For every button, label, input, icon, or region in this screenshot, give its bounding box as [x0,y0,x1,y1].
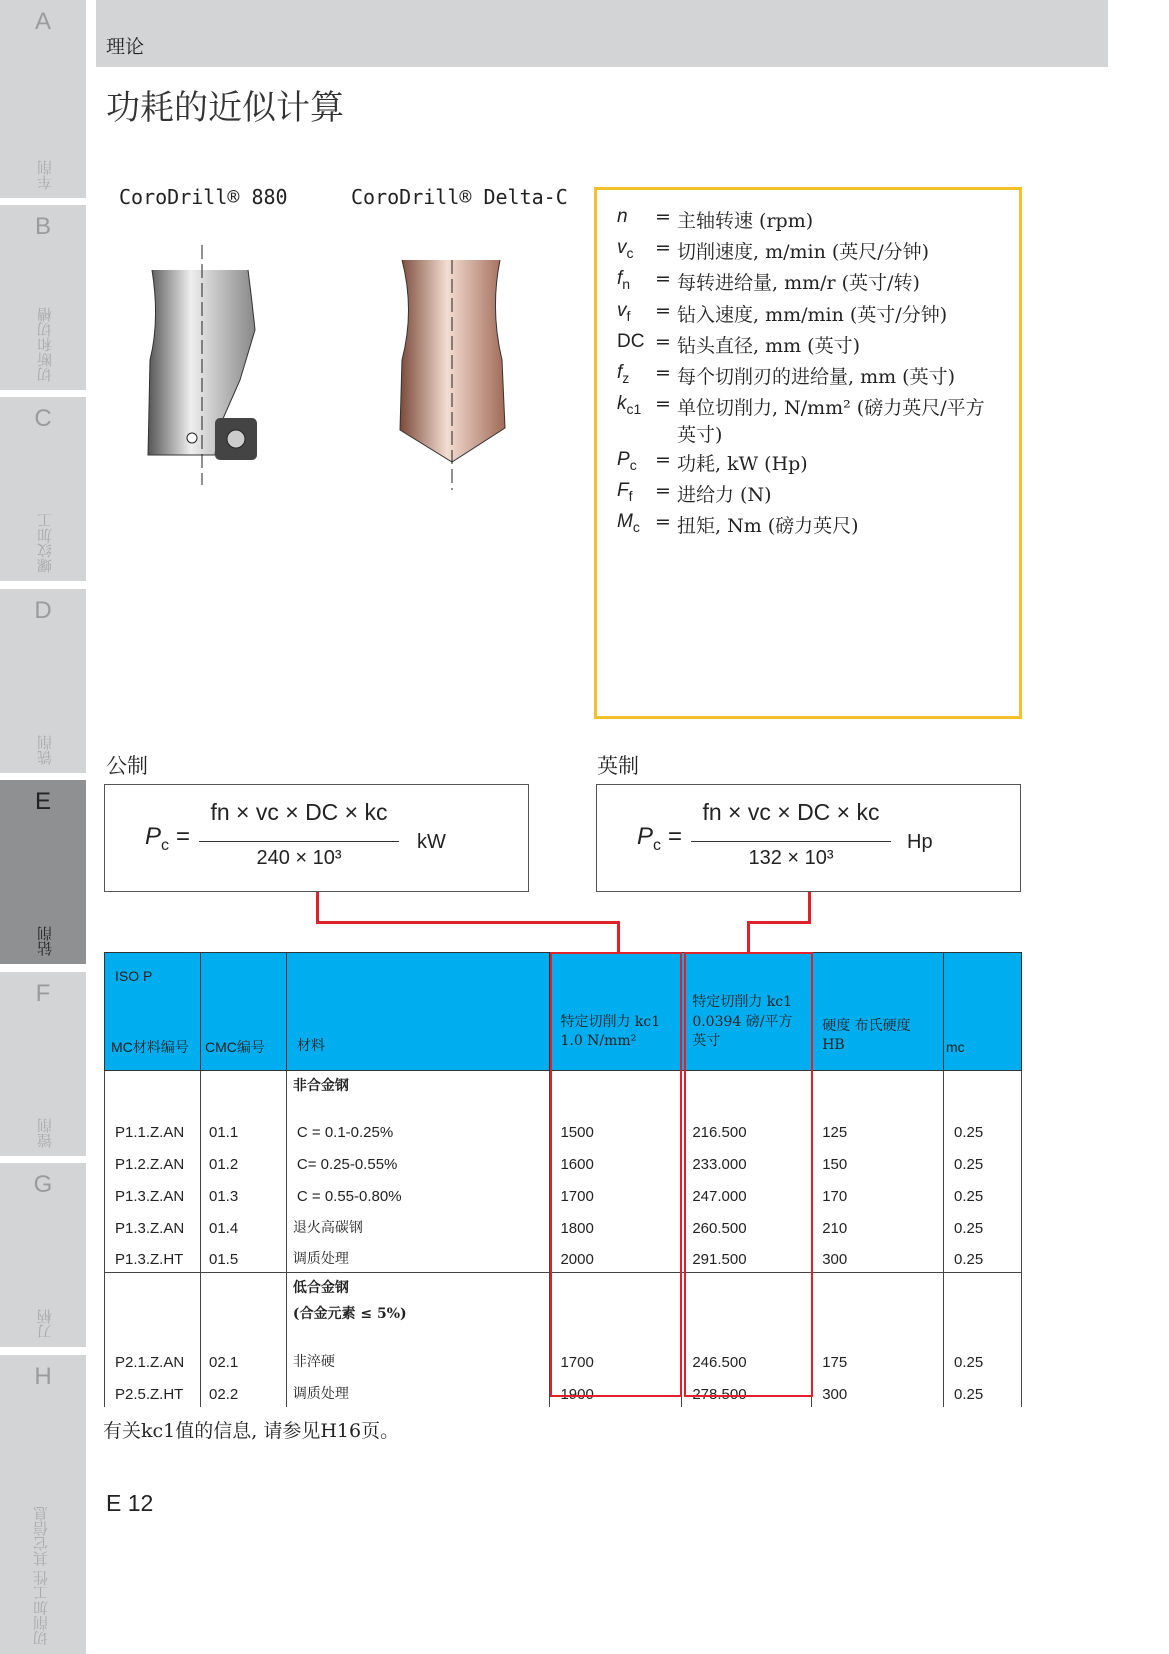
legend-symbol: n [617,206,628,227]
legend-item: $P_c$ = 功耗, kW (Hp) [617,449,997,476]
col-kc1-metric: 特定切削力 kc1 1.0 N/mm² [550,953,682,1071]
legend-item: n = 主轴转速 (rpm) [617,206,997,233]
highlight-kc1-metric [550,952,682,1397]
table-cell: 0.25 [944,1145,1022,1177]
tool-name: CoroDrill® Delta-C [351,185,568,209]
col-mc: mc [944,953,1022,1071]
table-cell: 0.25 [944,1113,1022,1145]
connector-line [747,921,750,953]
tab-letter: B [34,213,51,240]
legend-symbol: F [617,480,629,501]
table-cell: 02.1 [200,1343,286,1375]
tab-label: 螺纹加工 [36,513,54,573]
tab-letter: F [35,980,51,1007]
table-cell: 01.5 [200,1241,286,1273]
connector-line [808,892,811,923]
table-cell: 150 [812,1145,944,1177]
connector-line [316,921,620,924]
table-cell: 291.500 [682,1241,812,1273]
highlight-kc1-imperial [684,952,813,1397]
table-cell: P1.3.Z.HT [105,1241,201,1273]
table-cell: 1500 [550,1113,682,1145]
sidebar-tab-h[interactable] [0,1355,86,1654]
table-cell: 01.2 [200,1145,286,1177]
legend-item: $v_f$ = 钻入速度, mm/min (英寸/分钟) [617,300,997,327]
tab-label: 镗削 [36,1118,54,1148]
sidebar-tab-c[interactable] [0,397,86,581]
table-cell: 退火高碳钢 [286,1209,550,1241]
table-cell: 01.1 [200,1113,286,1145]
tab-label: 切断和切槽 [36,307,54,382]
legend-symbol: f [617,268,623,289]
table-cell: 233.000 [682,1145,812,1177]
table-cell: 260.500 [682,1209,812,1241]
symbol-legend-box [594,187,1022,719]
legend-subscript: c [632,518,640,535]
tab-letter: D [34,597,52,624]
table-cell: 216.500 [682,1113,812,1145]
sidebar-tab-e[interactable] [0,780,86,964]
table-cell [105,1071,201,1113]
metric-formula-box: $P_c$ = fn × vc × DC × kc 240 × 10³ kW [104,784,529,892]
table-cell: 278.500 [682,1375,812,1407]
metric-label: 公制 [106,754,148,778]
legend-text: 进给力 (N) [677,484,772,506]
col-material: 材料 [286,953,550,1071]
legend-subscript: n [622,275,631,292]
tab-letter: H [34,1363,52,1390]
legend-subscript: z [622,369,630,386]
table-cell [286,1071,550,1113]
legend-text: 单位切削力, N/mm² (磅力英尺/平方英寸) [677,397,985,446]
legend-symbol-wrap [617,511,655,538]
col-mc-code: ISO P MC材料编号 [105,953,201,1071]
connector-line [617,921,620,953]
formula-unit: Hp [907,831,933,853]
table-cell [812,1273,944,1343]
sidebar-tab-a[interactable] [0,0,86,198]
tab-label: 铣削 [36,735,54,765]
table-cell: 2000 [550,1241,682,1273]
legend-symbol-wrap [617,449,655,476]
legend-text: 钻头直径, mm (英寸) [677,335,860,357]
imperial-label: 英制 [597,754,639,778]
table-cell: 01.3 [200,1177,286,1209]
legend-symbol-wrap [617,331,655,358]
table-cell: P1.1.Z.AN [105,1113,201,1145]
page-title: 功耗的近似计算 [106,88,344,128]
table-cell [200,1273,286,1343]
table-cell: 0.25 [944,1241,1022,1273]
legend-subscript: c [626,244,634,261]
table-cell: C = 0.55-0.80% [286,1177,550,1209]
sidebar-tab-b[interactable] [0,205,86,390]
legend-symbol: v [617,300,627,321]
legend-text: 主轴转速 (rpm) [677,210,814,232]
formula-unit: kW [417,831,446,853]
formula-denominator: 132 × 10³ [748,847,834,869]
legend-symbol-wrap [617,237,655,264]
legend-symbol-wrap [617,300,655,327]
legend-text: 每个切削刃的进给量, mm (英寸) [677,366,955,388]
formula-denominator: 240 × 10³ [256,847,342,869]
legend-symbol: M [617,511,633,532]
legend-item: $M_c$ = 扭矩, Nm (磅力英尺) [617,511,997,538]
table-cell: 0.25 [944,1209,1022,1241]
legend-item: $f_z$ = 每个切削刃的进给量, mm (英寸) [617,362,997,389]
legend-text: 切削速度, m/min (英尺/分钟) [677,241,930,263]
legend-text: 每转进给量, mm/r (英寸/转) [677,272,920,294]
table-cell: 0.25 [944,1177,1022,1209]
table-cell: P1.3.Z.AN [105,1177,201,1209]
table-cell: 1700 [550,1343,682,1375]
table-cell: 300 [812,1241,944,1273]
table-cell: 246.500 [682,1343,812,1375]
table-cell: 1900 [550,1375,682,1407]
legend-symbol: f [617,362,623,383]
legend-text: 扭矩, Nm (磅力英尺) [677,515,859,537]
table-cell [944,1273,1022,1343]
table-cell: 02.2 [200,1375,286,1407]
legend-text: 钻入速度, mm/min (英寸/分钟) [677,304,948,326]
col-cmc: CMC编号 [200,953,286,1071]
tab-letter: G [33,1171,53,1198]
table-cell: C= 0.25-0.55% [286,1145,550,1177]
legend-symbol-wrap [617,480,655,507]
table-cell: 210 [812,1209,944,1241]
tab-letter: C [34,405,52,432]
legend-symbol: k [617,393,627,414]
sidebar-tab-d[interactable] [0,589,86,773]
legend-item: $F_f$ = 进给力 (N) [617,480,997,507]
table-cell: 247.000 [682,1177,812,1209]
table-cell: 1700 [550,1177,682,1209]
table-cell: 175 [812,1343,944,1375]
sidebar-tab-f[interactable] [0,972,86,1156]
table-cell: 01.4 [200,1209,286,1241]
table-cell [812,1071,944,1113]
group-title: 低合金钢 [292,1280,349,1296]
legend-text: 功耗, kW (Hp) [677,453,808,475]
table-cell [200,1071,286,1113]
formula-numerator: fn × vc × DC × kc [702,799,880,825]
footnote: 有关kc1值的信息, 请参见H16页。 [103,1420,400,1442]
table-cell: P2.1.Z.AN [105,1343,201,1375]
table-cell: 调质处理 [286,1241,550,1273]
tab-label: 切削加工性 其它信息 [32,1506,50,1646]
legend-subscript: c [629,456,637,473]
legend-symbol-wrap [617,206,655,233]
col-hardness: 硬度 布氏硬度 HB [812,953,944,1071]
section-label: 理论 [106,36,145,58]
legend-symbol: v [617,237,627,258]
legend-symbol: DC [617,331,645,352]
table-cell: 0.25 [944,1343,1022,1375]
table-cell [105,1273,201,1343]
table-cell: 0.25 [944,1375,1022,1407]
formula-numerator: fn × vc × DC × kc [210,799,388,825]
tab-label: 刀柄 [36,1309,54,1339]
table-cell [286,1273,550,1343]
table-cell: 300 [812,1375,944,1407]
tab-label: 车削 [36,160,54,190]
connector-line [747,921,811,924]
group-subtitle: (合金元素 ≤ 5%) [292,1306,407,1322]
page-number: E 12 [106,1490,154,1516]
corodrill-delta-c-image [390,250,520,495]
legend-symbol: P [617,449,630,470]
legend-subscript: f [626,307,631,324]
legend-subscript: f [628,487,633,504]
table-cell: 1800 [550,1209,682,1241]
col-kc1-imperial: 特定切削力 kc1 0.0394 磅/平方英寸 [682,953,812,1071]
legend-item: $k_{c1}$ = 单位切削力, N/mm² (磅力英尺/平方英寸) [617,393,997,447]
table-cell: 125 [812,1113,944,1145]
table-cell: P1.3.Z.AN [105,1209,201,1241]
legend-subscript: c1 [626,400,642,417]
sidebar-tab-g[interactable] [0,1163,86,1347]
tab-letter: E [34,788,51,815]
legend-symbol-wrap [617,362,655,389]
table-cell: P1.2.Z.AN [105,1145,201,1177]
legend-item: $f_n$ = 每转进给量, mm/r (英寸/转) [617,268,997,295]
table-cell: 非淬硬 [286,1343,550,1375]
tab-letter: A [34,8,51,35]
table-cell: 1600 [550,1145,682,1177]
legend-item: DC = 钻头直径, mm (英寸) [617,331,997,358]
tab-label: 钻削 [36,926,54,956]
table-cell: P2.5.Z.HT [105,1375,201,1407]
legend-symbol-wrap [617,393,655,447]
corodrill-880-image [140,240,270,490]
imperial-formula-box: $P_c$ = fn × vc × DC × kc 132 × 10³ Hp [596,784,1021,892]
legend-symbol-wrap [617,268,655,295]
tool-name: CoroDrill® 880 [119,185,288,209]
header-bar [96,0,1108,67]
group-title: 非合金钢 [292,1078,349,1094]
table-cell: C = 0.1-0.25% [286,1113,550,1145]
table-cell: 170 [812,1177,944,1209]
table-cell: 调质处理 [286,1375,550,1407]
legend-item: $v_c$ = 切削速度, m/min (英尺/分钟) [617,237,997,264]
connector-line [316,892,319,923]
table-cell [944,1071,1022,1113]
